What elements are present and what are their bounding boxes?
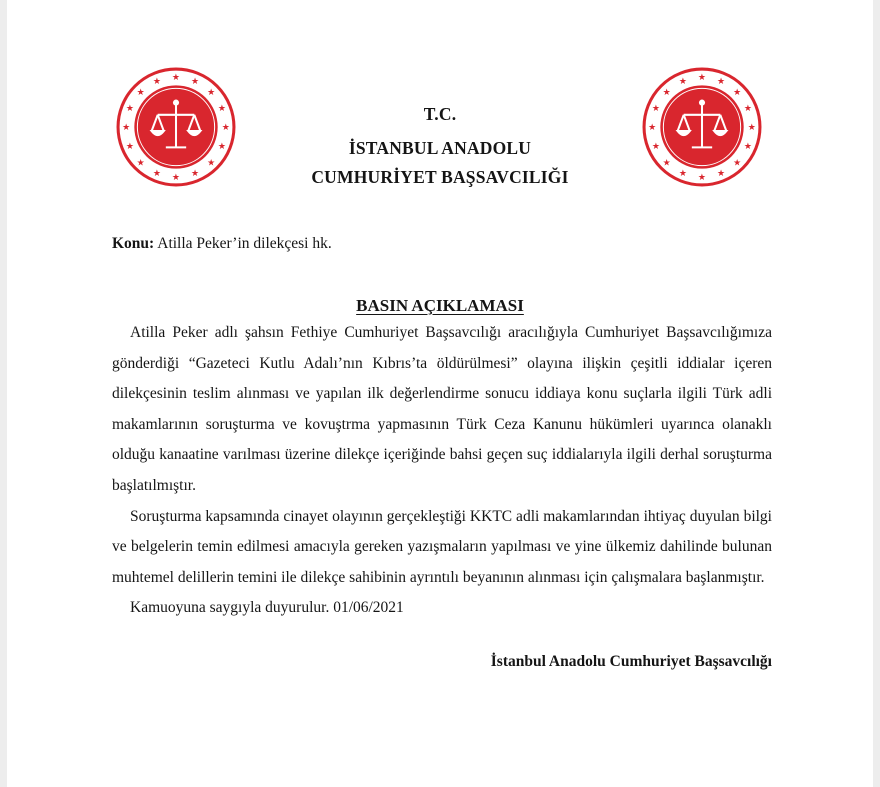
star-icon: ★	[747, 122, 756, 133]
header-office: CUMHURİYET BAŞSAVCILIĞI	[311, 167, 569, 187]
star-icon: ★	[221, 122, 230, 133]
star-icon: ★	[697, 72, 707, 83]
star-icon: ★	[662, 157, 671, 168]
star-icon: ★	[217, 141, 227, 152]
star-icon: ★	[136, 157, 145, 168]
star-icon: ★	[697, 171, 707, 182]
header-tc: T.C.	[423, 104, 457, 124]
subject-line	[112, 235, 332, 253]
star-icon: ★	[152, 76, 162, 87]
paragraph: Kamuoyuna saygıyla duyurulur. 01/06/2021	[130, 599, 404, 617]
star-icon: ★	[733, 157, 742, 168]
star-icon: ★	[122, 122, 131, 133]
star-icon: ★	[678, 76, 688, 87]
star-icon: ★	[207, 86, 216, 97]
star-icon: ★	[648, 122, 657, 133]
star-icon: ★	[171, 72, 181, 83]
star-icon: ★	[190, 168, 200, 179]
star-icon: ★	[125, 102, 135, 113]
title-text: BASIN AÇIKLAMASI	[356, 296, 524, 315]
paragraph: Soruşturma kapsamında cinayet olayının gerçekleştiği KKTC adli makamlarından ihtiyaç duyulan bilgi ve belgelerin temin edilmesi amacıyla gereken yazışmaların yapılması ve yine ülkemiz dahilinde bulunan muhtemel delillerin temini ile dilekçe sahibinin ayrıntılı beyanının alınması için çalışmalara başlanmıştır.	[112, 507, 772, 586]
star-icon: ★	[217, 102, 227, 113]
star-icon: ★	[743, 102, 753, 113]
star-icon: ★	[651, 141, 661, 152]
subject-text: Atilla Peker’in dilekçesi hk.	[157, 235, 332, 252]
star-icon: ★	[136, 86, 145, 97]
star-icon: ★	[125, 141, 135, 152]
press-release-title	[0, 296, 880, 316]
star-icon: ★	[662, 86, 671, 97]
document-body	[112, 318, 772, 624]
star-icon: ★	[716, 168, 726, 179]
subject-label: Konu:	[112, 235, 155, 252]
star-icon: ★	[207, 157, 216, 168]
star-icon: ★	[651, 102, 661, 113]
star-icon: ★	[716, 76, 726, 87]
star-icon: ★	[743, 141, 753, 152]
signature: İstanbul Anadolu Cumhuriyet Başsavcılığı	[490, 653, 772, 670]
star-icon: ★	[152, 168, 162, 179]
star-icon: ★	[733, 86, 742, 97]
star-icon: ★	[190, 76, 200, 87]
header-institution: İSTANBUL ANADOLU	[348, 138, 532, 158]
star-icon: ★	[678, 168, 688, 179]
star-icon: ★	[171, 171, 181, 182]
paragraph: Atilla Peker adlı şahsın Fethiye Cumhuriyet Başsavcılığı aracılığıyla Cumhuriyet Başsavcılığımıza gönderdiği “Gazeteci Kutlu Adalı’nın Kıbrıs’ta öldürülmesi” olayına ilişkin çeşitli iddialar içeren dilekçesinin teslim alınması ve yapılan ilk değerlendirme sonucu iddiaya konu suçlarla ilgili Türk adli makamlarının soruşturma ve kovuştrma yapmasının Türk Ceza Kanunu hükümleri uyarınca olanaklı olduğu kanaatine varılması üzerine dilekçe içeriğinde bahsi geçen suç iddialarıyla ilgili derhal soruşturma başlatılmıştır.	[112, 324, 772, 494]
